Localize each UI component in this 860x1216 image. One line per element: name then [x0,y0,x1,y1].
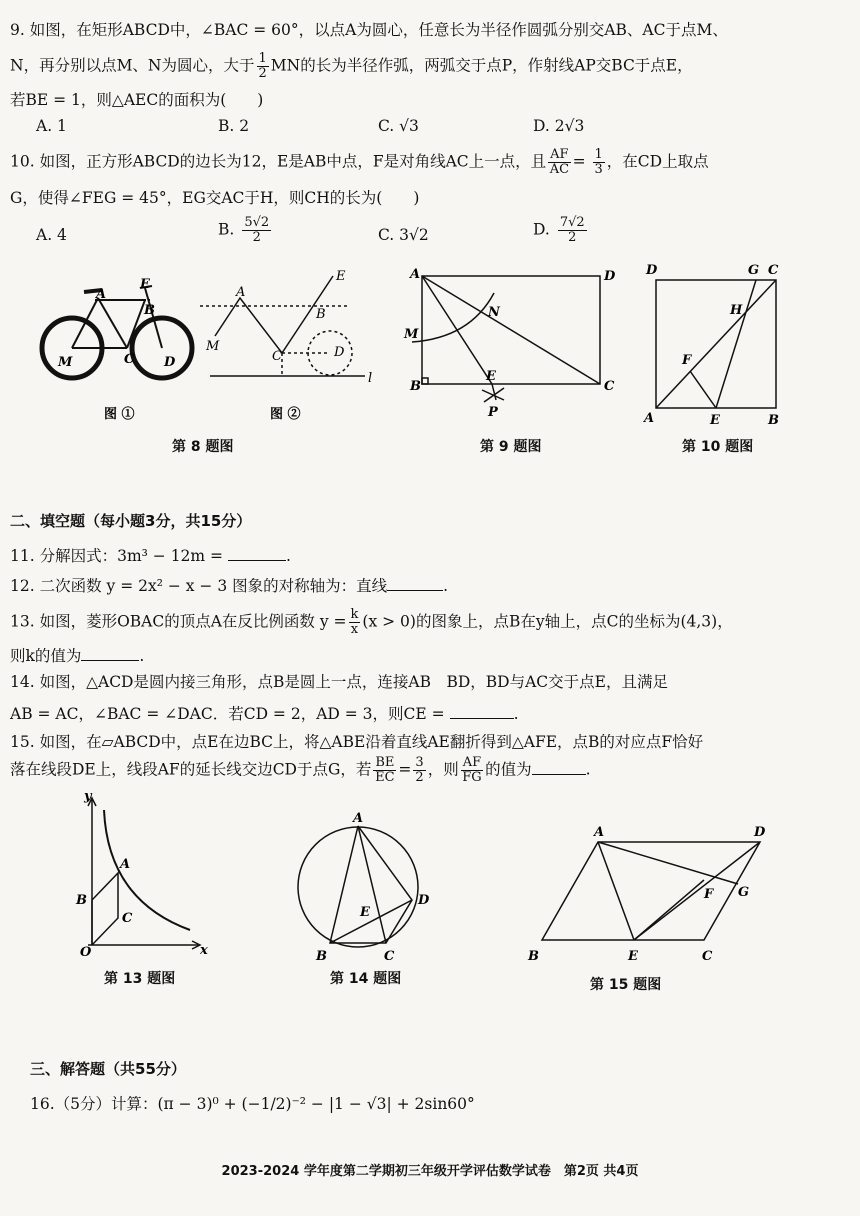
q10-option-d: D. $\frac{7√2}{2}$ [533,215,585,245]
q14-line1: 14. 如图，△ACD是圆内接三角形，点B是圆上一点，连接AB BD，BD与AC交于点E，且满足 [10,673,668,691]
fig2-label-b: B [316,307,326,322]
fig15-label-b: B [528,949,539,964]
fig14-label-c: C [384,949,395,964]
fig15-label-a: A [594,825,605,840]
bike-label-d: D [164,355,176,370]
q10-line2: G，使得∠FEG = 45°，EG交AC于H，则CH的长为( ) [10,189,420,207]
fig13-label-x: x [200,943,208,958]
q14-line2: AB = AC，∠BAC = ∠DAC．若CD = 2，AD = 3，则CE = . [10,705,519,723]
q10-option-a: A. 4 [36,226,67,244]
fig13-label-y: y [84,789,92,804]
fig10-label-f: F [682,353,692,368]
fig13-label-a: A [120,857,131,872]
bike-label-a: A [96,287,107,302]
caption-q10: 第 10 题图 [682,439,754,455]
fig1-label: 图 ① [104,407,135,422]
fig13-label-b: B [76,893,87,908]
fig13-label-o: O [80,945,92,960]
q13-line1: 13. 如图，菱形OBAC的顶点A在反比例函数 y = $\frac{k}{x}$ (x > 0)的图象上，点B在y轴上，点C的坐标为(4,3)， [10,607,733,637]
bike-label-b: B [144,303,155,318]
bike-label-c: C [124,352,135,367]
fig2-label-d: D [334,345,345,360]
fig2-label-c: C [272,349,282,364]
fig2-label-m: M [206,339,220,354]
q9-line3: 若BE = 1，则△AEC的面积为( ) [10,91,264,109]
fig2-label-a: A [236,285,246,300]
caption-q15: 第 15 题图 [590,977,662,993]
page-footer: 2023-2024 学年度第二学期初三年级开学评估数学试卷 第2页 共4页 [221,1164,639,1179]
q15-line2: 落在线段DE上，线段AF的延长线交边CD于点G，若 $\frac{BE}{EC}$ = $\frac{3}{2}$ ，则 $\frac{AF}{FG}$ 的值为 . [10,755,591,785]
fig15-diagram [542,842,760,940]
fig10-label-b: B [768,413,779,428]
fig10-label-a: A [644,411,655,426]
fig10-label-h: H [730,303,743,318]
fig10-diagram [656,280,776,408]
q10-fraction-1-3: $\frac{1}{3}$ [594,147,603,177]
fig9-label-m: M [404,327,419,342]
q13-line2: 则k的值为 . [10,647,145,665]
q10-option-c: C. 3√2 [378,226,429,244]
q16: 16.（5分）计算：(π − 3)⁰ + (−1/2)⁻² − |1 − √3| + 2sin60° [30,1095,475,1113]
fig9-label-a: A [410,267,421,282]
fig9-diagram [412,276,600,402]
fig14-label-b: B [316,949,327,964]
figures-mid [0,790,860,970]
fig15-label-g: G [738,885,750,900]
q10-fraction-af-ac: $\frac{AF}{AC}$ [549,147,570,177]
q11: 11. 分解因式：3m³ − 12m = . [10,547,291,565]
fig2-label: 图 ② [270,407,301,422]
caption-q9: 第 9 题图 [480,439,542,455]
fig2-label-e: E [336,269,346,284]
fig15-label-f: F [704,887,714,902]
caption-q14: 第 14 题图 [330,971,402,987]
q9-line2: N，再分别以点M、N为圆心，大于 $\frac{1}{2}$ MN的长为半径作弧，两弧交于点P，作射线AP交BC于点E， [10,51,693,81]
q9-option-d: D. 2√3 [533,117,585,135]
fig14-diagram [298,826,418,947]
q10-line1: 10. 如图，正方形ABCD的边长为12，E是AB中点，F是对角线AC上一点，且 $\frac{AF}{AC}$ = $\frac{1}{3}$ ，在CD上取点 [10,147,709,177]
fig15-label-e: E [628,949,638,964]
fig9-label-b: B [410,379,421,394]
q9-line1: 9. 如图，在矩形ABCD中，∠BAC = 60°，以点A为圆心，任意长为半径作圆弧分别交AB、AC于点M、 [10,21,728,39]
fig8-diagram [200,276,365,376]
q9-option-b: B. 2 [218,117,250,135]
section2-title: 二、填空题（每小题3分，共15分） [10,512,252,530]
q9-option-c: C. √3 [378,117,419,135]
fig10-label-c: C [768,263,779,278]
section3-title: 三、解答题（共55分） [30,1060,186,1078]
figures-top [0,258,860,428]
fig13-label-c: C [122,911,133,926]
fig2-label-l: l [368,371,373,386]
fig15-label-d: D [754,825,766,840]
fig14-label-d: D [418,893,430,908]
q9-option-a: A. 1 [36,117,67,135]
fig13-diagram [88,798,200,949]
fig9-label-c: C [604,379,615,394]
caption-q13: 第 13 题图 [104,971,176,987]
bike-label-m: M [58,355,73,370]
fig9-label-p: P [488,405,498,420]
fig10-label-d: D [646,263,658,278]
caption-q8: 第 8 题图 [172,439,234,455]
q10-option-b: B. $\frac{5√2}{2}$ [218,215,270,245]
fig14-label-e: E [360,905,370,920]
fig9-label-d: D [604,269,616,284]
q12: 12. 二次函数 y = 2x² − x − 3 图象的对称轴为：直线 . [10,577,449,595]
q9-fraction: $\frac{1}{2}$ [258,51,267,81]
fig14-label-a: A [353,811,364,826]
q15-line1: 15. 如图，在▱ABCD中，点E在边BC上，将△ABE沿着直线AE翻折得到△AFE，点B的对应点F恰好 [10,733,704,751]
fig10-label-g: G [748,263,760,278]
fig10-label-e: E [710,413,720,428]
fig15-label-c: C [702,949,713,964]
fig9-label-e: E [486,369,496,384]
fig9-label-n: N [488,305,500,320]
bike-label-e: E [140,277,150,292]
